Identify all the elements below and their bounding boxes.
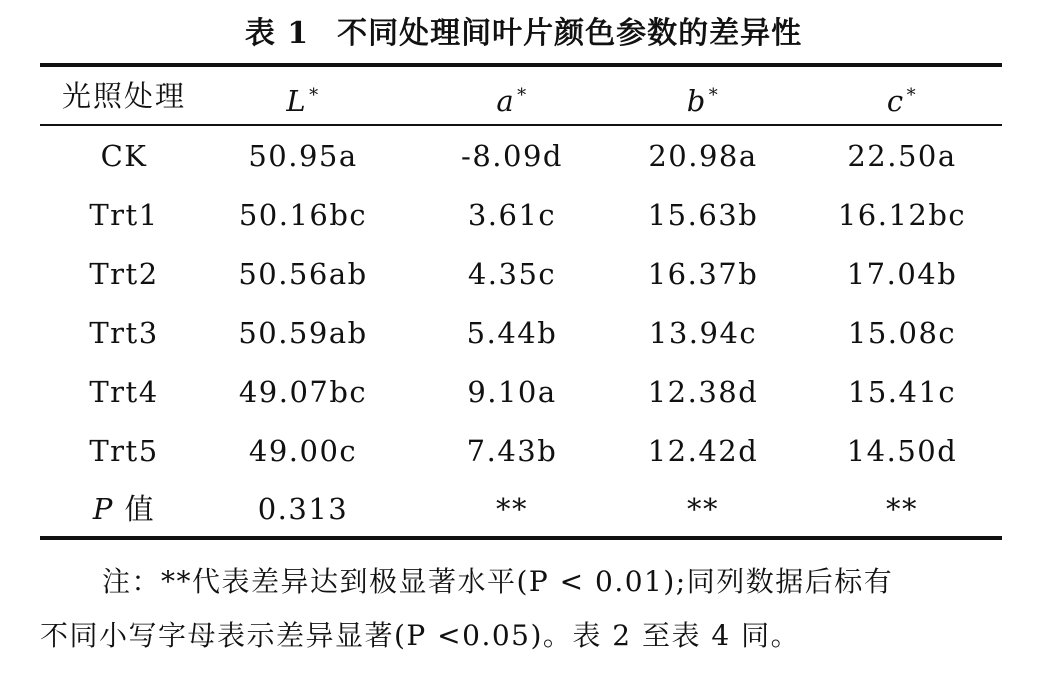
cell-a: 7.43b <box>466 434 558 468</box>
cell-b: 13.94c <box>648 316 758 350</box>
table-row <box>0 422 1047 480</box>
cell-b: 12.42d <box>647 434 759 468</box>
cell-c: 14.50d <box>846 434 958 468</box>
cell-l: 49.00c <box>248 434 358 468</box>
cell-b: 12.38d <box>647 375 759 409</box>
header-b-star: b * <box>686 84 720 118</box>
table-row <box>0 245 1047 303</box>
header-treatment: 光照处理 <box>61 79 187 113</box>
table-note-line-1: 注：**代表差异达到极显著水平(P < 0.01);同列数据后标有 <box>102 565 894 598</box>
row-label: Trt2 <box>89 257 159 291</box>
p-value-c: ** <box>886 492 918 526</box>
p-value-label: P 值 <box>92 492 156 526</box>
cell-b: 16.37b <box>647 257 759 291</box>
cell-l: 49.07bc <box>238 375 368 409</box>
cell-c: 15.08c <box>847 316 957 350</box>
cell-c: 17.04b <box>846 257 958 291</box>
table-row <box>0 304 1047 362</box>
row-label: CK <box>100 139 148 173</box>
cell-b: 15.63b <box>647 198 759 232</box>
table-title <box>0 8 1047 52</box>
row-label: Trt3 <box>89 316 159 350</box>
header-a-star: a * <box>496 84 528 118</box>
cell-l: 50.95a <box>248 139 358 173</box>
p-value-l: 0.313 <box>257 492 349 526</box>
table-header-row <box>0 67 1047 125</box>
cell-c: 16.12bc <box>837 198 967 232</box>
table-row <box>0 127 1047 185</box>
row-label: Trt5 <box>89 434 159 468</box>
cell-b: 20.98a <box>648 139 758 173</box>
cell-a: 5.44b <box>466 316 558 350</box>
table-bottom-rule <box>40 536 1002 540</box>
table-caption: 不同处理间叶片颜色参数的差异性 <box>337 16 803 51</box>
p-value-row <box>0 480 1047 538</box>
row-label: Trt4 <box>89 375 159 409</box>
header-l-star: L * <box>286 84 320 118</box>
table-row <box>0 363 1047 421</box>
cell-c: 15.41c <box>847 375 957 409</box>
cell-a: 9.10a <box>467 375 557 409</box>
cell-a: 4.35c <box>467 257 557 291</box>
p-value-b: ** <box>687 492 719 526</box>
table-header-rule <box>40 124 1002 126</box>
cell-c: 22.50a <box>847 139 957 173</box>
table-note-line-2: 不同小写字母表示差异显著(P <0.05)。表 2 至表 4 同。 <box>40 619 801 652</box>
row-label: Trt1 <box>89 198 159 232</box>
cell-a: -8.09d <box>461 139 563 173</box>
cell-a: 3.61c <box>467 198 557 232</box>
table-row <box>0 186 1047 244</box>
cell-l: 50.56ab <box>238 257 368 291</box>
cell-l: 50.59ab <box>238 316 368 350</box>
header-c-star: c * <box>886 84 918 118</box>
table-number: 表 1 <box>244 16 310 51</box>
p-value-a: ** <box>496 492 528 526</box>
cell-l: 50.16bc <box>238 198 368 232</box>
